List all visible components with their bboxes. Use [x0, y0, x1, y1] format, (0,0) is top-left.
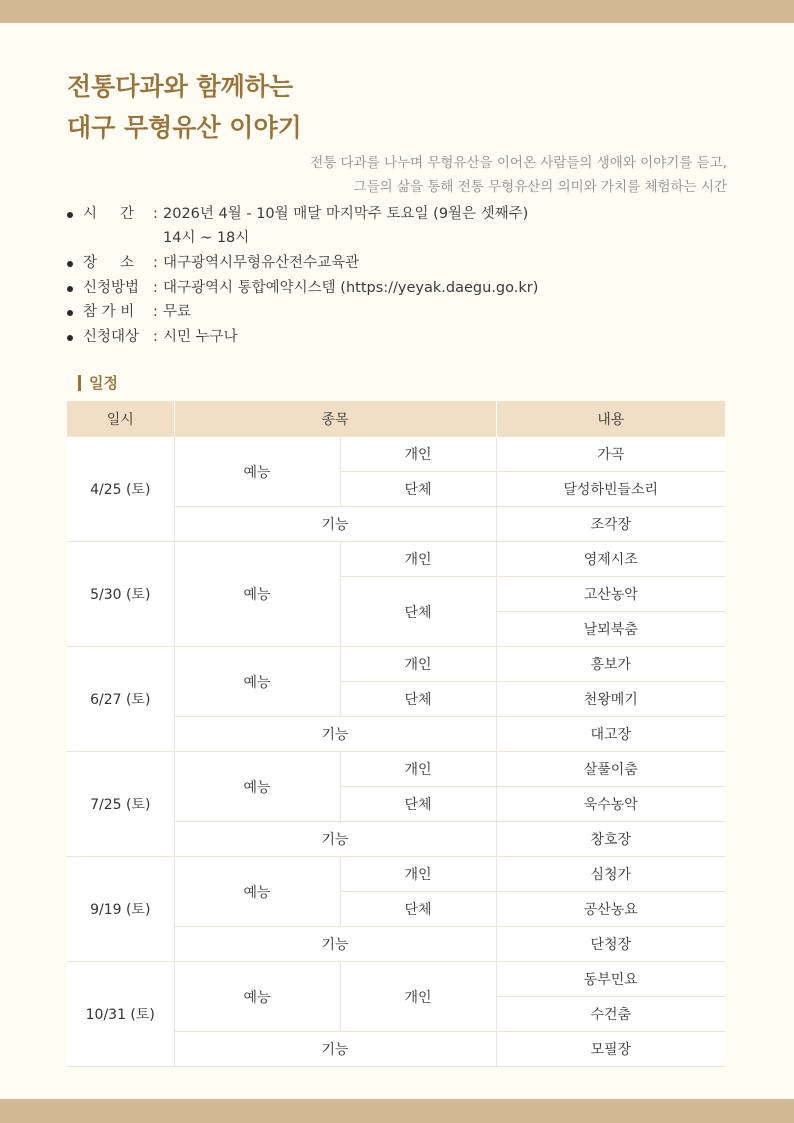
content-cell: 대고장 — [496, 717, 725, 752]
category-cell: 기능 — [174, 927, 496, 962]
title-line-1: 전통다과와 함께하는 — [67, 72, 294, 101]
category-cell: 기능 — [174, 1032, 496, 1067]
type-cell: 단체 — [340, 577, 496, 647]
page-title — [67, 66, 302, 148]
event-info-list — [67, 202, 538, 349]
content-cell: 심청가 — [496, 857, 725, 892]
content-cell: 영제시조 — [496, 542, 725, 577]
info-value: 시민 누구나 — [163, 328, 238, 345]
schedule-table — [67, 401, 725, 1067]
subtitle-line-1: 전통 다과를 나누며 무형유산을 이어온 사람들의 생애와 이야기를 듣고, — [310, 155, 727, 171]
info-time-value-2: 14시 ~ 18시 — [163, 230, 250, 246]
info-item-fee — [67, 300, 538, 325]
date-cell: 5/30 (토) — [67, 542, 174, 647]
content-cell: 달성하빈들소리 — [496, 472, 725, 507]
date-cell: 10/31 (토) — [67, 962, 174, 1067]
content-cell: 공산농요 — [496, 892, 725, 927]
content-cell: 동부민요 — [496, 962, 725, 997]
table-header-row — [67, 401, 725, 437]
category-cell: 기능 — [174, 717, 496, 752]
info-item-target — [67, 325, 538, 350]
date-cell: 4/25 (토) — [67, 437, 174, 542]
content-cell: 조각장 — [496, 507, 725, 542]
category-cell: 기능 — [174, 822, 496, 857]
category-cell: 예능 — [174, 437, 340, 507]
category-cell: 예능 — [174, 857, 340, 927]
table-row — [67, 962, 725, 997]
schedule-section-heading — [78, 372, 118, 393]
table-row — [67, 647, 725, 682]
info-value — [163, 202, 528, 250]
section-marker — [78, 375, 81, 391]
header-content: 내용 — [496, 401, 725, 437]
bullet-icon — [67, 261, 73, 267]
table-row — [67, 857, 725, 892]
info-time-value-1: 2026년 4월 - 10월 매달 마지막주 토요일 (9월은 셋째주) — [163, 206, 529, 222]
content-cell: 단청장 — [496, 927, 725, 962]
content-cell: 창호장 — [496, 822, 725, 857]
info-item-time — [67, 202, 538, 251]
table-row — [67, 752, 725, 787]
info-colon: : — [153, 206, 158, 222]
header-category: 종목 — [174, 401, 496, 437]
type-cell: 개인 — [340, 647, 496, 682]
type-cell: 단체 — [340, 682, 496, 717]
info-label: 참 가 비 — [83, 304, 135, 320]
content-cell: 날뫼북춤 — [496, 612, 725, 647]
bullet-icon — [67, 310, 73, 316]
table-row — [67, 437, 725, 472]
category-cell: 예능 — [174, 542, 340, 647]
info-value: 대구광역시 통합예약시스템 (https://yeyak.daegu.go.kr) — [163, 279, 539, 296]
info-colon: : — [153, 255, 158, 271]
type-cell: 개인 — [340, 542, 496, 577]
content-cell: 수건춤 — [496, 997, 725, 1032]
info-value: 무료 — [163, 304, 192, 320]
content-cell: 천왕메기 — [496, 682, 725, 717]
category-cell: 예능 — [174, 647, 340, 717]
date-cell: 6/27 (토) — [67, 647, 174, 752]
info-label: 장 소 — [83, 255, 135, 271]
type-cell: 단체 — [340, 472, 496, 507]
date-cell: 7/25 (토) — [67, 752, 174, 857]
info-label: 시 간 — [83, 206, 135, 222]
content-cell: 고산농악 — [496, 577, 725, 612]
bullet-icon — [67, 212, 73, 218]
category-cell: 예능 — [174, 752, 340, 822]
subtitle-line-2: 그들의 삶을 통해 전통 무형유산의 의미와 가치를 체험하는 시간 — [353, 179, 727, 195]
schedule-section-title: 일정 — [89, 374, 118, 392]
info-colon: : — [153, 304, 158, 320]
type-cell: 개인 — [340, 857, 496, 892]
type-cell: 단체 — [340, 892, 496, 927]
info-value: 대구광역시무형유산전수교육관 — [163, 255, 360, 271]
table-row — [67, 542, 725, 577]
content-cell: 가곡 — [496, 437, 725, 472]
info-label: 신청대상 — [83, 328, 140, 345]
bullet-icon — [67, 286, 73, 292]
bottom-decorative-band — [0, 1099, 794, 1123]
bullet-icon — [67, 335, 73, 341]
category-cell: 예능 — [174, 962, 340, 1032]
info-item-apply — [67, 276, 538, 301]
type-cell: 개인 — [340, 752, 496, 787]
content-cell: 욱수농악 — [496, 787, 725, 822]
top-decorative-band — [0, 0, 794, 23]
info-label: 신청방법 — [83, 279, 140, 296]
info-item-place — [67, 251, 538, 276]
type-cell: 단체 — [340, 787, 496, 822]
category-cell: 기능 — [174, 507, 496, 542]
type-cell: 개인 — [340, 437, 496, 472]
content-cell: 흥보가 — [496, 647, 725, 682]
title-line-2: 대구 무형유산 이야기 — [67, 113, 302, 142]
date-cell: 9/19 (토) — [67, 857, 174, 962]
page-subtitle — [310, 151, 727, 199]
content-cell: 살풀이춤 — [496, 752, 725, 787]
info-colon: : — [153, 279, 158, 296]
content-cell: 모필장 — [496, 1032, 725, 1067]
info-colon: : — [153, 328, 158, 345]
header-date: 일시 — [67, 401, 174, 437]
type-cell: 개인 — [340, 962, 496, 1032]
